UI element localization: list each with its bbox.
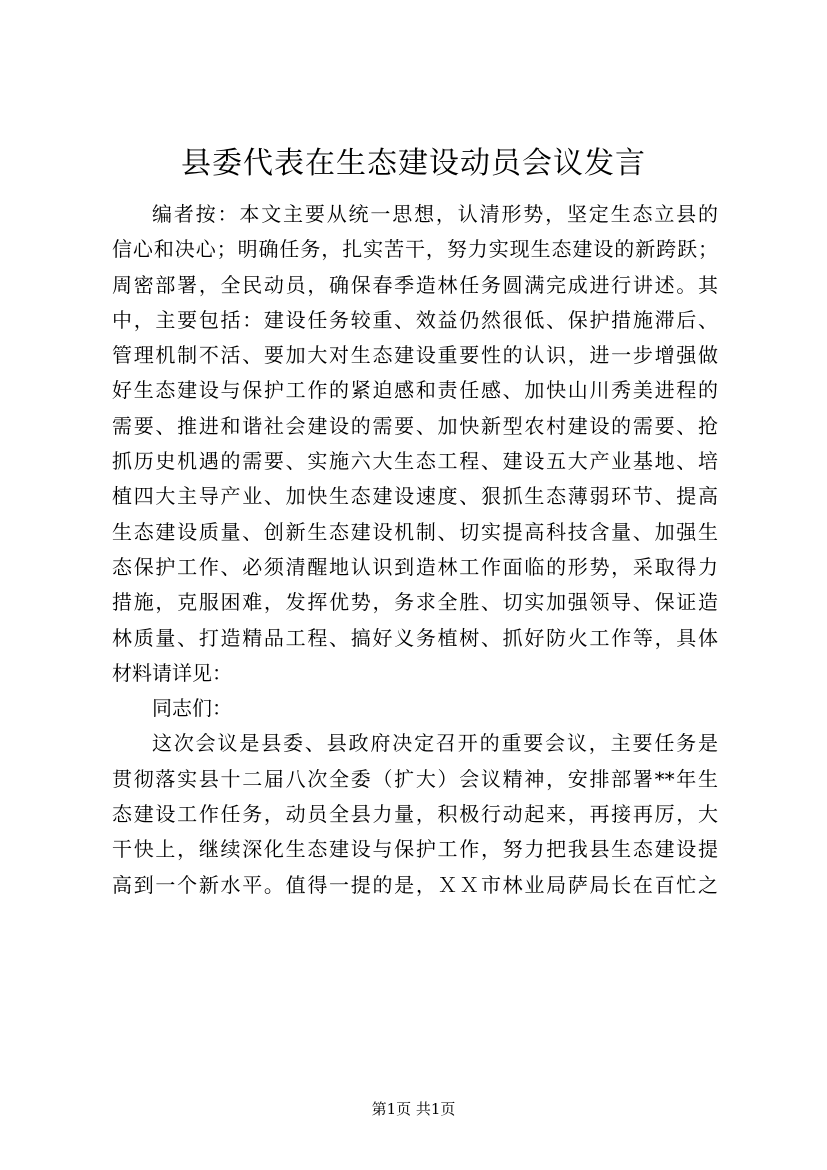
paragraph-line: 措施，克服困难，发挥优势，务求全胜、切实加强领导、保证造 (112, 590, 718, 615)
paragraph-line: 态保护工作、必须清醒地认识到造林工作面临的形势，采取得力 (112, 554, 718, 579)
paragraph-line: 抓历史机遇的需要、实施六大生态工程、建设五大产业基地、培 (112, 449, 718, 474)
paragraph (112, 197, 718, 691)
paragraph-line: 需要、推进和谐社会建设的需要、加快新型农村建设的需要、抢 (112, 413, 718, 438)
paragraph-line: 林质量、打造精品工程、搞好义务植树、抓好防火工作等，具体 (112, 625, 718, 650)
paragraph-line: 好生态建设与保护工作的紧迫感和责任感、加快山川秀美进程的 (112, 378, 718, 403)
page-footer: 第1页 共1页 (371, 1100, 456, 1118)
paragraph-line: 这次会议是县委、县政府决定召开的重要会议，主要任务是 (152, 731, 718, 756)
document-body (112, 197, 718, 903)
paragraph (112, 691, 718, 726)
paragraph-line: 生态建设质量、创新生态建设机制、切实提高科技含量、加强生 (112, 519, 718, 544)
paragraph-line: 态建设工作任务，动员全县力量，积极行动起来，再接再厉，大 (112, 802, 718, 827)
paragraph-line: 同志们： (152, 696, 232, 721)
paragraph-line: 贯彻落实县十二届八次全委（扩大）会议精神，安排部署**年生 (112, 766, 718, 791)
document-title: 县委代表在生态建设动员会议发言 (181, 146, 646, 181)
paragraph-line: 材料请详见： (112, 660, 232, 685)
paragraph (112, 726, 718, 902)
paragraph-line: 植四大主导产业、加快生态建设速度、狠抓生态薄弱环节、提高 (112, 484, 718, 509)
paragraph-line: 编者按：本文主要从统一思想，认清形势，坚定生态立县的 (152, 202, 718, 226)
paragraph-line: 高到一个新水平。值得一提的是，ＸＸ市林业局萨局长在百忙之 (112, 872, 718, 897)
paragraph-line: 管理机制不活、要加大对生态建设重要性的认识，进一步增强做 (112, 343, 718, 368)
paragraph-line: 信心和决心；明确任务，扎实苦干，努力实现生态建设的新跨跃； (112, 237, 718, 262)
paragraph-line: 干快上，继续深化生态建设与保护工作，努力把我县生态建设提 (112, 837, 718, 862)
paragraph-line: 中，主要包括：建设任务较重、效益仍然很低、保护措施滞后、 (112, 307, 718, 332)
paragraph-line: 周密部署，全民动员，确保春季造林任务圆满完成进行讲述。其 (112, 272, 718, 297)
